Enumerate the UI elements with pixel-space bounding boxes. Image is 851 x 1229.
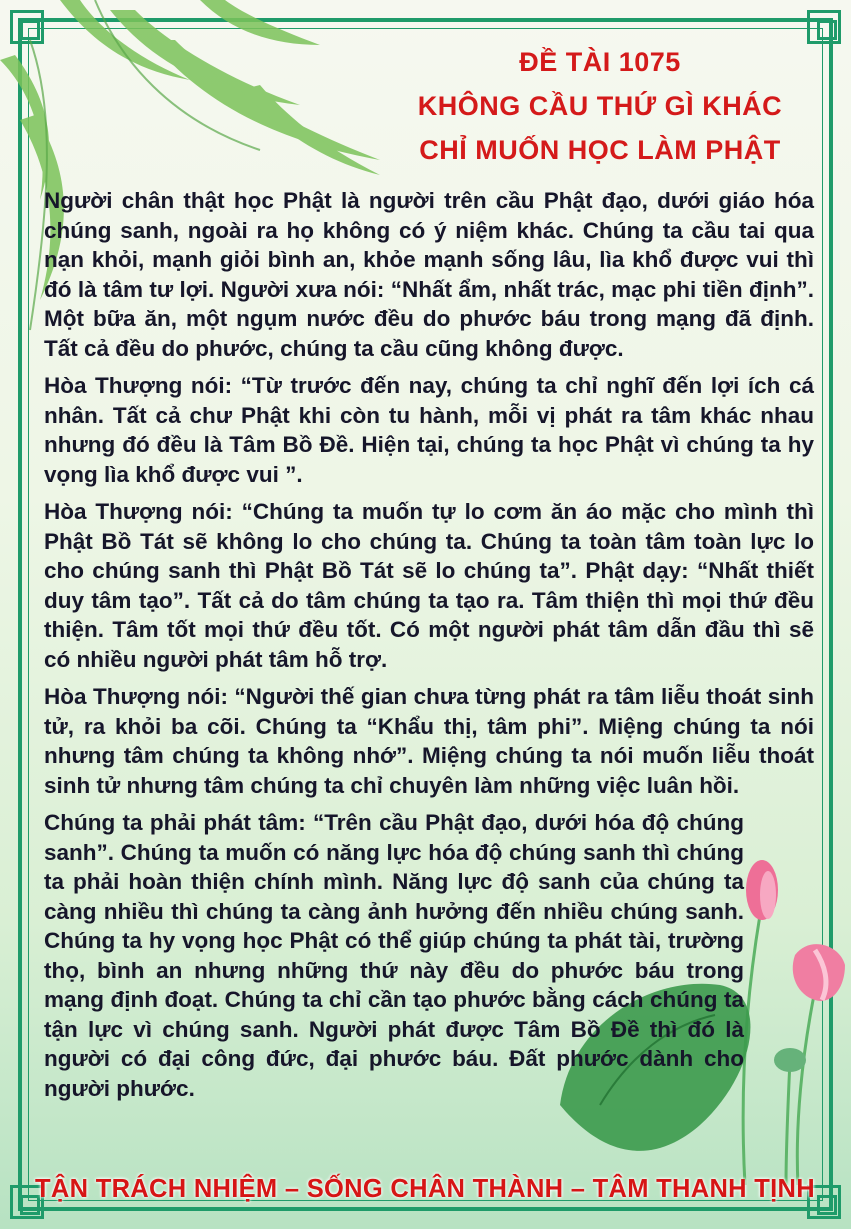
title-line-1: KHÔNG CẦU THỨ GÌ KHÁC [417,91,783,121]
paragraph-3: Hòa Thượng nói: “Chúng ta muốn tự lo cơm ăn áo mặc cho mình thì Phật Bồ Tát sẽ không lo cho chúng ta. Chúng ta toàn tâm toàn lực lo cho chúng sanh thì Phật Bồ Tát sẽ lo chúng ta”. Phật dạy: “Nhất thiết duy tâm tạo”. Tất cả do tâm chúng ta tạo ra. Tâm thiện thì mọi thứ đều thiện. Tâm tốt mọi thứ đều tốt. Có một người phát tâm dẫn đầu thì sẽ có nhiều người phát tâm hỗ trợ. [44,499,814,672]
body-text [44,186,814,1111]
paragraph-4: Hòa Thượng nói: “Người thế gian chưa từng phát ra tâm liễu thoát sinh tử, ra khỏi ba cõi. Chúng ta “Khẩu thị, tâm phi”. Miệng chúng ta nói nhưng tâm chúng ta không nhớ”. Miệng chúng ta nói muốn liễu thoát sinh tử nhưng tâm chúng ta chỉ chuyên làm những việc luân hồi. [44,684,814,798]
footer-motto: TẬN TRÁCH NHIỆM – SỐNG CHÂN THÀNH – TÂM THANH TỊNH [35,1175,815,1203]
paragraph-2: Hòa Thượng nói: “Từ trước đến nay, chúng ta chỉ nghĩ đến lợi ích cá nhân. Tất cả chư Phật khi còn tu hành, mỗi vị phát ra tâm khác nhau nhưng đó đều là Tâm Bồ Đề. Hiện tại, chúng ta học Phật vì chúng ta hy vọng lìa khổ được vui ”. [44,373,814,487]
paragraph-5: Chúng ta phải phát tâm: “Trên cầu Phật đạo, dưới hóa độ chúng sanh”. Chúng ta muốn có năng lực hóa độ chúng sanh thì chúng ta phải hoàn thiện chính mình. Năng lực độ sanh của chúng ta càng nhiều thì chúng ta càng ảnh hưởng đến nhiều chúng sanh. Chúng ta hy vọng học Phật có thể giúp chúng ta phát tài, trường thọ, bình an nhưng những thứ này đều do phước báu trong mạng định đoạt. Chúng ta chỉ cần tạo phước bằng cách chúng ta tận lực vì chúng sanh. Người phát được Tâm Bồ Đề thì đó là người có đại công đức, đại phước báu. Đất phước dành cho người phước. [44,810,744,1101]
title-line-2: CHỈ MUỐN HỌC LÀM PHẬT [419,135,781,165]
paragraph-1: Người chân thật học Phật là người trên cầu Phật đạo, dưới giáo hóa chúng sanh, ngoài ra họ không có ý niệm khác. Chúng ta cầu tai qua nạn khỏi, mạnh giỏi bình an, khỏe mạnh sống lâu, lìa khổ được vui thì đó là tâm tư lợi. Người xưa nói: “Nhất ẩm, nhất trác, mạc phi tiền định”. Một bữa ăn, một ngụm nước đều do phước báu trong mạng đã định. Tất cả đều do phước, chúng ta cầu cũng không được. [44,188,814,361]
title-topic-number: ĐỀ TÀI 1075 [519,47,681,77]
title-block [400,40,800,172]
corner-ornament-top-right [807,10,841,44]
